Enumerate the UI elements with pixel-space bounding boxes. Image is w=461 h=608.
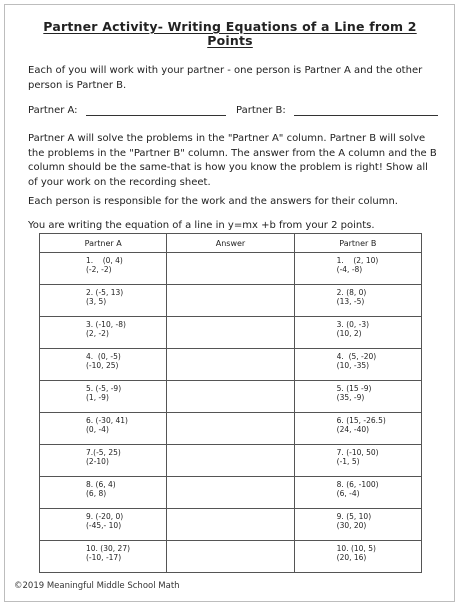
- partner-b-label: Partner B:: [236, 105, 286, 116]
- header-partner-a: Partner A: [40, 234, 167, 253]
- answer-cell[interactable]: [167, 413, 294, 445]
- title-line-1: Partner Activity- Writing Equations of a Line from 2: [43, 19, 417, 34]
- partner-b-problem: 5. (15 -9) (35, -9): [294, 381, 421, 413]
- intro-paragraph: Each of you will work with your partner - one person is Partner A and the other person is Partner B.: [28, 65, 423, 91]
- title-line-2: Points: [207, 33, 253, 48]
- partner-a-problem: 1. (0, 4) (-2, -2): [40, 253, 167, 285]
- worksheet-title: [20, 20, 440, 48]
- answer-cell[interactable]: [167, 285, 294, 317]
- partner-b-problem: 10. (10, 5) (20, 16): [294, 541, 421, 573]
- partner-b-problem: 7. (-10, 50) (-1, 5): [294, 445, 421, 477]
- header-partner-b: Partner B: [294, 234, 421, 253]
- table-row: [40, 445, 422, 477]
- partner-a-problem: 10. (30, 27) (-10, -17): [40, 541, 167, 573]
- partner-a-problem: 4. (0, -5) (-10, 25): [40, 349, 167, 381]
- answer-cell[interactable]: [167, 541, 294, 573]
- problem-table: [39, 233, 422, 573]
- answer-cell[interactable]: [167, 477, 294, 509]
- partner-b-problem: 3. (0, -3) (10, 2): [294, 317, 421, 349]
- partner-a-problem: 9. (-20, 0) (-45,- 10): [40, 509, 167, 541]
- table-row: [40, 285, 422, 317]
- partner-b-problem: 8. (6, -100) (6, -4): [294, 477, 421, 509]
- partner-a-problem: 2. (-5, 13) (3, 5): [40, 285, 167, 317]
- partner-b-problem: 4. (5, -20) (10, -35): [294, 349, 421, 381]
- partner-a-problem: 7.(-5, 25) (2-10): [40, 445, 167, 477]
- responsibility-paragraph: Each person is responsible for the work and the answers for their column.: [28, 196, 398, 207]
- answer-cell[interactable]: [167, 253, 294, 285]
- table-row: [40, 509, 422, 541]
- table-row: [40, 413, 422, 445]
- partner-names-line: [28, 104, 438, 118]
- table-row: [40, 541, 422, 573]
- table-intro-paragraph: You are writing the equation of a line in y=mx +b from your 2 points.: [28, 220, 375, 231]
- partner-b-name-blank[interactable]: [294, 115, 438, 116]
- partner-b-problem: 2. (8, 0) (13, -5): [294, 285, 421, 317]
- table-row: [40, 317, 422, 349]
- partner-a-problem: 3. (-10, -8) (2, -2): [40, 317, 167, 349]
- partner-b-problem: 6. (15, -26.5) (24, -40): [294, 413, 421, 445]
- table-row: [40, 253, 422, 285]
- answer-cell[interactable]: [167, 349, 294, 381]
- answer-cell[interactable]: [167, 317, 294, 349]
- answer-cell[interactable]: [167, 445, 294, 477]
- copyright-footer: ©2019 Meaningful Middle School Math: [14, 581, 180, 591]
- table-row: [40, 349, 422, 381]
- instructions-paragraph: Partner A will solve the problems in the "Partner A" column. Partner B will solve the problems in the "Partner B" column. The answer from the A column and the B column should be the same-that is how you know the problem is right! Show all of your work on the recording sheet.: [28, 133, 437, 188]
- table-row: [40, 477, 422, 509]
- partner-b-problem: 1. (2, 10) (-4, -8): [294, 253, 421, 285]
- partner-a-problem: 6. (-30, 41) (0, -4): [40, 413, 167, 445]
- header-answer: Answer: [167, 234, 294, 253]
- partner-b-problem: 9. (5, 10) (30, 20): [294, 509, 421, 541]
- table-header-row: [40, 234, 422, 253]
- partner-a-name-blank[interactable]: [86, 115, 226, 116]
- table-row: [40, 381, 422, 413]
- partner-a-problem: 8. (6, 4) (6, 8): [40, 477, 167, 509]
- partner-a-problem: 5. (-5, -9) (1, -9): [40, 381, 167, 413]
- partner-a-label: Partner A:: [28, 105, 78, 116]
- answer-cell[interactable]: [167, 381, 294, 413]
- answer-cell[interactable]: [167, 509, 294, 541]
